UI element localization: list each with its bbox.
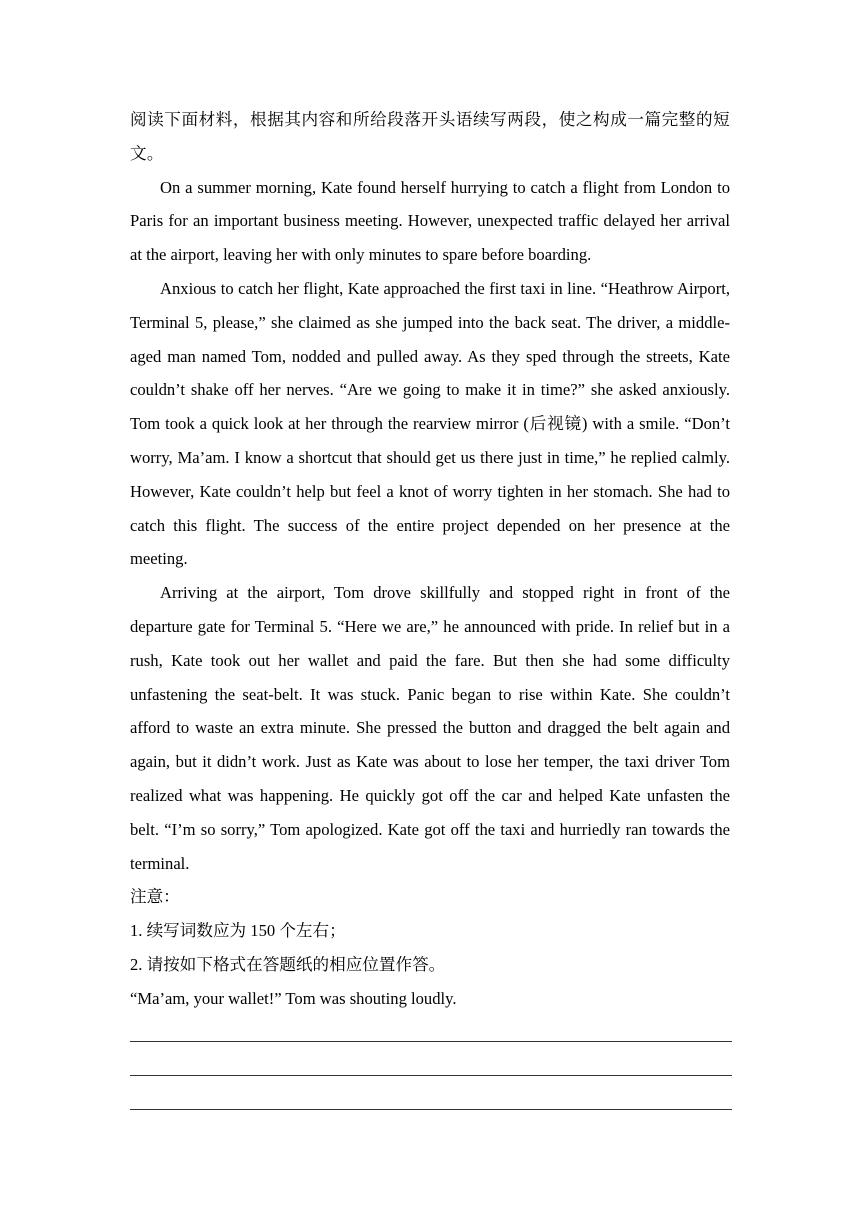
story-paragraph-1: On a summer morning, Kate found herself hurrying to catch a flight from London to Paris for an important business meeting. However, unexpected traffic delayed her arrival at the airport, leaving her with only minutes to spare before boarding.	[130, 177, 730, 265]
answer-line[interactable]	[130, 1049, 730, 1083]
answer-line[interactable]	[130, 1016, 730, 1050]
notes-heading: 注意：	[130, 887, 180, 907]
story-paragraph-3: Arriving at the airport, Tom drove skillfully and stopped right in front of the departure gate for Terminal 5. “Here we are,” he announced with pride. In relief but in a rush, Kate took out her wallet and paid the fare. But then she had some difficulty unfastening the seat-belt. It was stuck. Panic began to rise within Kate. She couldn’t afford to waste an extra minute. She pressed the button and dragged the belt again and again, but it didn’t work. Just as Kate was about to lose her temper, the taxi driver Tom realized what was happening. He quickly got off the car and helped Kate unfasten the belt. “I’m so sorry,” Tom apologized. Kate got off the taxi and hurriedly ran towards the terminal.	[130, 583, 730, 873]
answer-line[interactable]	[130, 1083, 730, 1117]
story-paragraph-2: Anxious to catch her flight, Kate approached the first taxi in line. “Heathrow Airport, Terminal 5, please,” she claimed as she jumped into the back seat. The driver, a middle-aged man named Tom, nodded and pulled away. As they sped through the streets, Kate couldn’t shake off her nerves. “Are we going to make it in time?” she asked anxiously. Tom took a quick look at her through the rearview mirror (后视镜) with a smile. “Don’t worry, Ma’am. I know a shortcut that should get us there just in time,” he replied calmly. However, Kate couldn’t help but feel a knot of worry tighten in her stomach. She had to catch this flight. The success of the entire project depended on her presence at the meeting.	[130, 278, 730, 569]
notes-item-2: 2. 请按如下格式在答题纸的相应位置作答。	[130, 954, 446, 974]
instructions-text: 阅读下面材料，根据其内容和所给段落开头语续写两段，使之构成一篇完整的短文。	[130, 110, 730, 163]
notes-item-1: 1. 续写词数应为 150 个左右；	[130, 921, 346, 941]
document-body	[130, 103, 730, 1117]
opening-sentence: “Ma’am, your wallet!” Tom was shouting loudly.	[130, 988, 457, 1008]
